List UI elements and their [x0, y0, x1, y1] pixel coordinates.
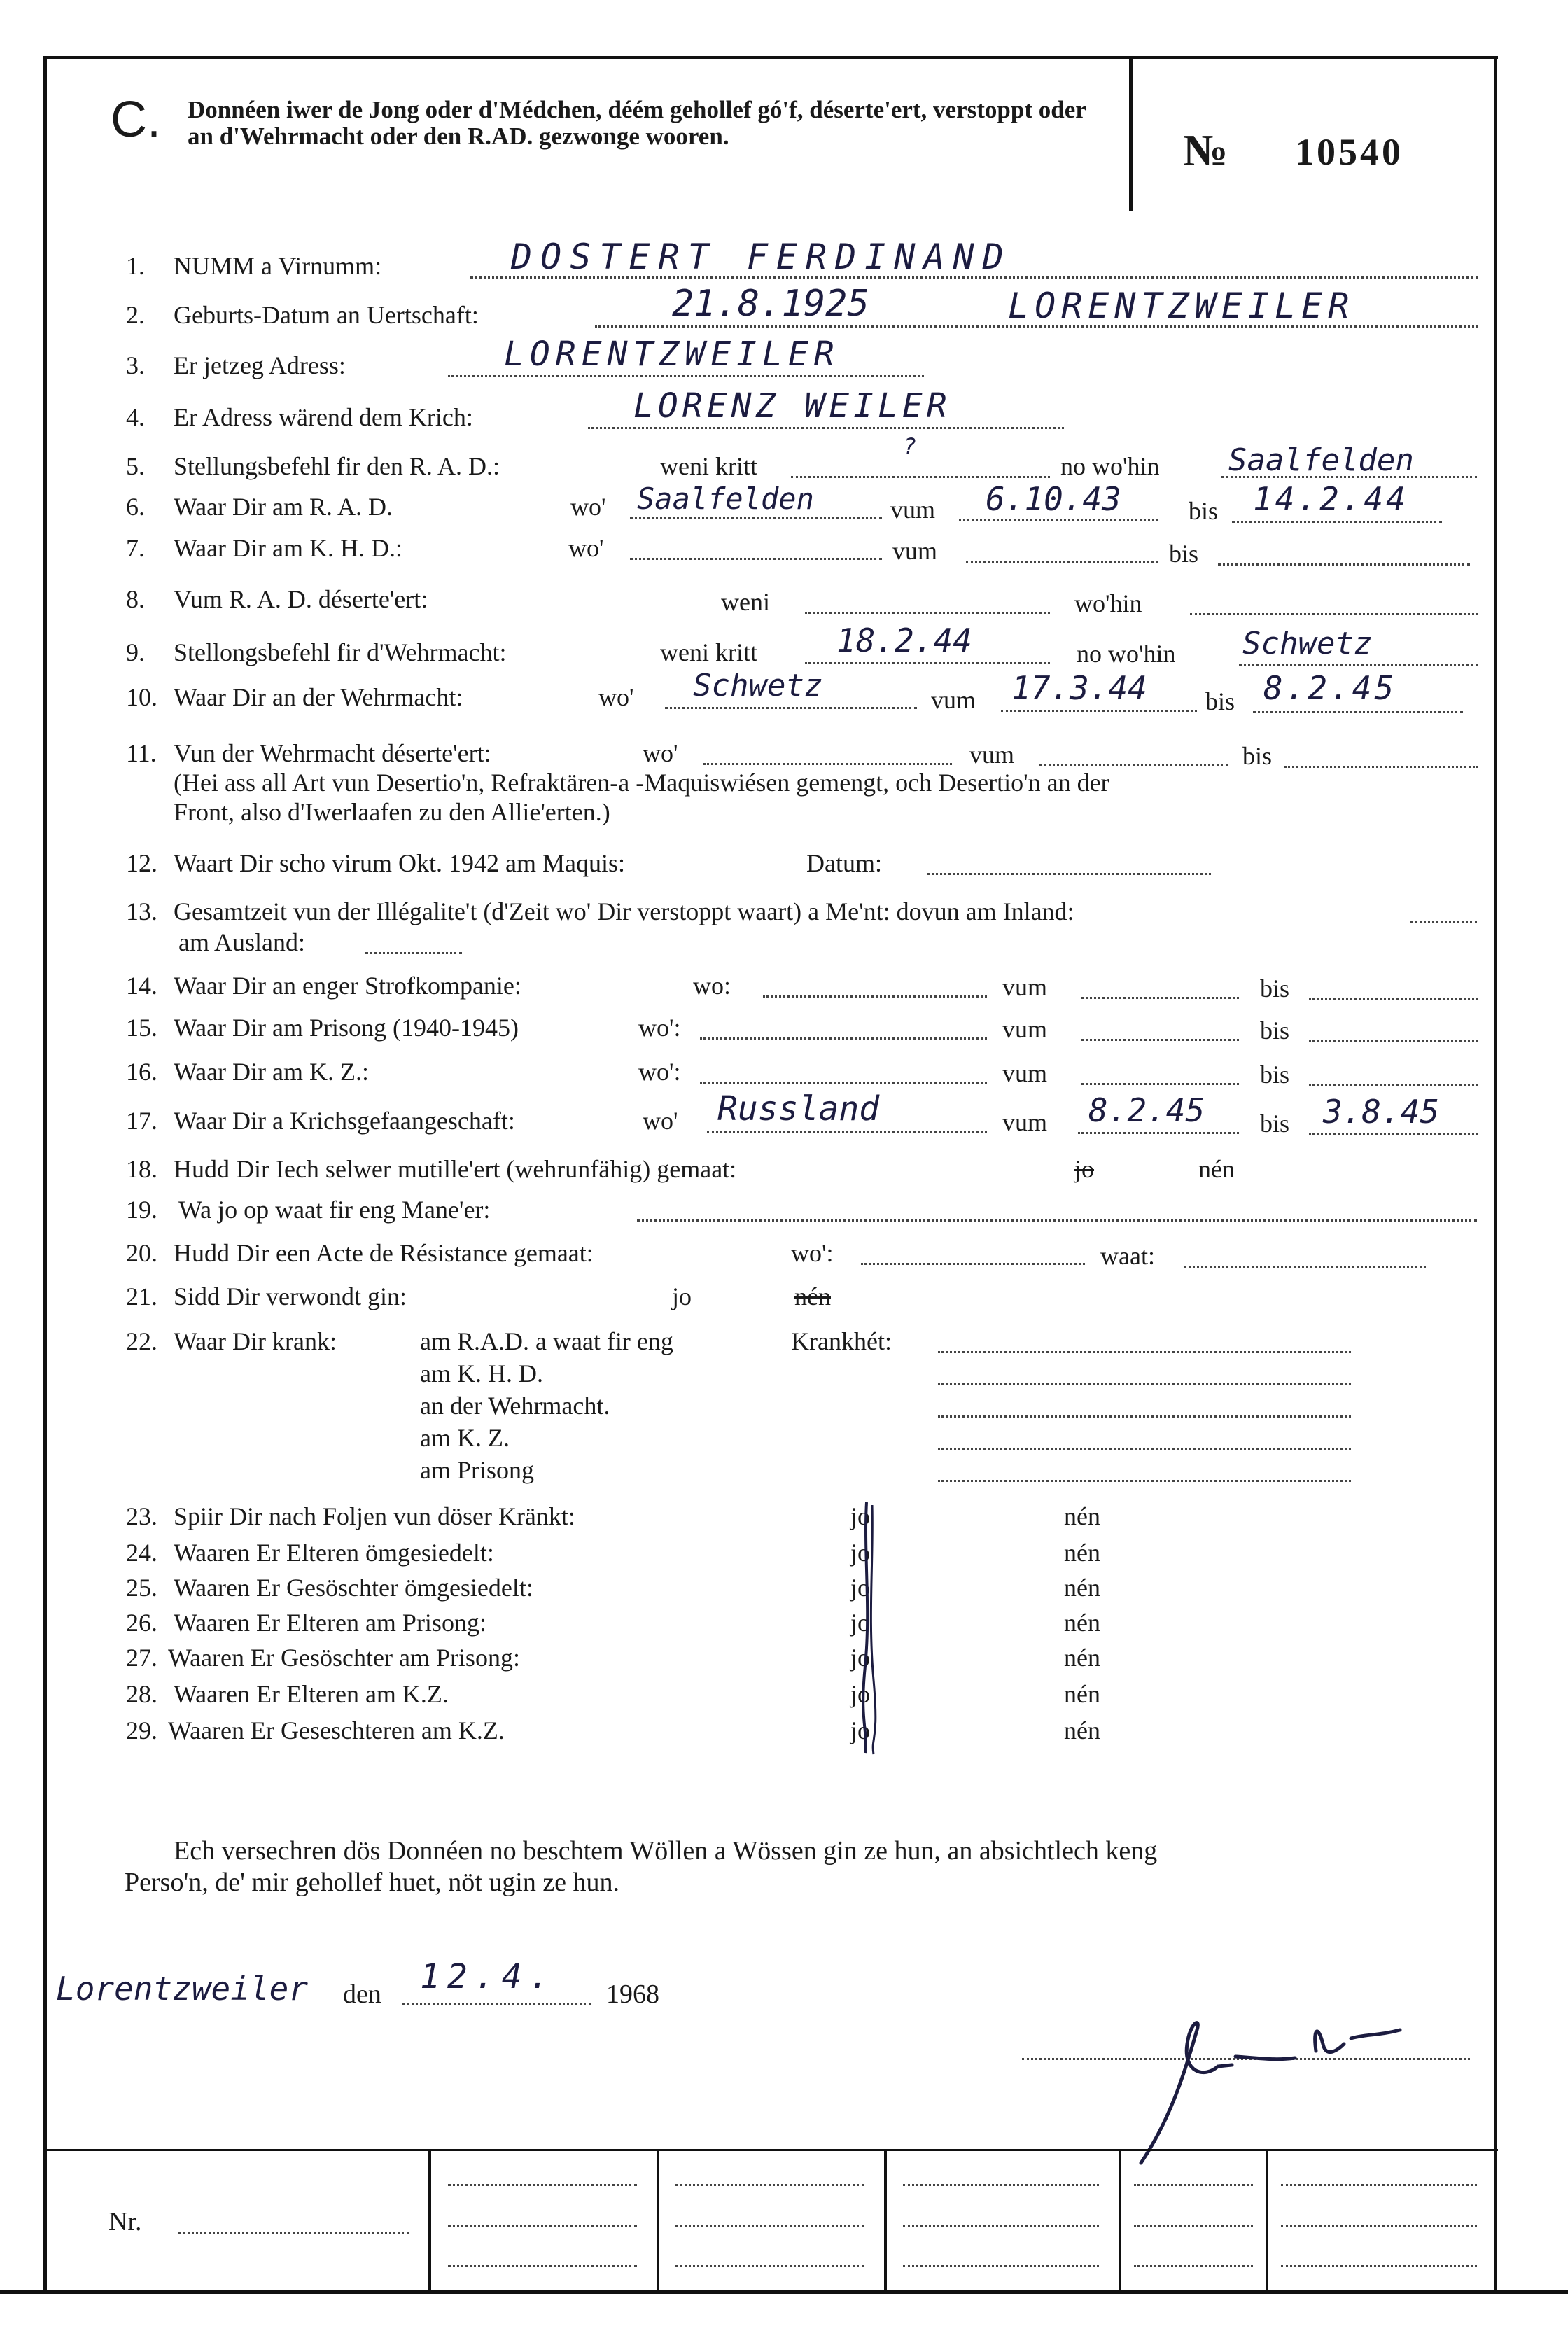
row-17-label: Waar Dir a Krichsgefaangeschaft: — [174, 1107, 515, 1135]
row-7-bis: bis — [1169, 540, 1199, 568]
row-11-wo-line — [704, 763, 952, 765]
row-22-label: Waar Dir krank: — [174, 1327, 337, 1355]
row-21-jo: jo — [672, 1282, 692, 1310]
footer-cell-6-line-1 — [1281, 2184, 1477, 2186]
row-17-wo-line — [707, 1130, 987, 1133]
row-8-weni-line — [805, 612, 1050, 614]
row-26-label: Waaren Er Elteren am Prisong: — [174, 1609, 486, 1637]
row-20-waat: waat: — [1100, 1242, 1155, 1270]
row-7-vum: vum — [892, 537, 938, 565]
row-22-sub-kz: am K. Z. — [420, 1424, 510, 1452]
row-15-label: Waar Dir am Prisong (1940-1945) — [174, 1014, 519, 1042]
left-border — [43, 56, 47, 2290]
signature-den: den — [343, 1980, 382, 2009]
signature-place: Lorentzweiler — [56, 1970, 309, 2008]
row-16-wo-line — [700, 1082, 987, 1084]
row-8-number: 8. — [126, 585, 145, 613]
row-11-vum: vum — [969, 741, 1015, 769]
row-1-name: DOSTERT FERDINAND — [511, 237, 1012, 277]
row-10-vum-line — [1001, 710, 1197, 712]
footer-col-divider-1 — [428, 2149, 431, 2290]
row-12-datum: Datum: — [806, 849, 882, 877]
row-3-number: 3. — [126, 351, 145, 379]
row-27-number: 27. — [126, 1644, 158, 1672]
row-9-weni-value: 18.2.44 — [836, 622, 972, 659]
row-6-number: 6. — [126, 493, 145, 521]
row-24-nen: nén — [1064, 1539, 1100, 1567]
signature-year: 1968 — [606, 1980, 659, 2009]
footer-cell-2-line-2 — [448, 2225, 637, 2227]
row-23-label: Spiir Dir nach Foljen vun döser Kränkt: — [174, 1502, 575, 1530]
row-6-bis: bis — [1189, 497, 1219, 525]
row-19-line — [637, 1219, 1477, 1222]
row-24-label: Waaren Er Elteren ömgesiedelt: — [174, 1539, 494, 1567]
row-16-label: Waar Dir am K. Z.: — [174, 1058, 369, 1086]
row-12-number: 12. — [126, 849, 158, 877]
row-4-war-address: LORENZ WEILER — [634, 386, 951, 426]
row-28-nen: nén — [1064, 1680, 1100, 1708]
row-15-vum: vum — [1002, 1015, 1048, 1043]
row-25-number: 25. — [126, 1574, 158, 1602]
row-26-number: 26. — [126, 1609, 158, 1637]
row-20-wo: wo': — [791, 1239, 834, 1267]
row-25-nen: nén — [1064, 1574, 1100, 1602]
row-16-vum-line — [1082, 1083, 1239, 1085]
row-3-line — [448, 375, 924, 377]
row-22-sub-wehrmacht: an der Wehrmacht. — [420, 1392, 610, 1420]
row-17-bis-line — [1309, 1133, 1478, 1135]
row-28-jo: jo — [850, 1680, 871, 1708]
row-10-bis-line — [1253, 711, 1463, 713]
row-9-wohin: no wo'hin — [1077, 640, 1176, 668]
row-29-nen: nén — [1064, 1716, 1100, 1744]
row-10-number: 10. — [126, 683, 158, 711]
row-2-birthplace: LORENTZWEILER — [1008, 286, 1355, 326]
row-22-line-4 — [938, 1448, 1351, 1450]
handwritten-signature — [1092, 2002, 1442, 2170]
row-9-wohin-line — [1239, 664, 1478, 666]
row-24-number: 24. — [126, 1539, 158, 1567]
row-17-vum-line — [1078, 1132, 1239, 1134]
row-10-bis-value: 8.2.45 — [1264, 669, 1397, 707]
row-5-number: 5. — [126, 452, 145, 480]
row-5-wohin-value: Saalfelden — [1228, 442, 1414, 478]
row-13-ausland-line — [365, 952, 462, 954]
row-11-label: Vun der Wehrmacht déserte'ert: — [174, 739, 491, 767]
row-8-wohin-line — [1190, 613, 1478, 615]
row-10-vum: vum — [931, 686, 976, 714]
row-14-bis: bis — [1260, 974, 1290, 1002]
row-2-label: Geburts-Datum an Uertschaft: — [174, 301, 479, 329]
section-letter: C. — [111, 92, 161, 148]
declaration-line-1: Ech versechren dös Donnéen no beschtem Wöllen a Wössen gin ze hun, an absichtlech keng — [174, 1836, 1158, 1865]
row-16-wo: wo': — [638, 1058, 681, 1086]
bottom-border — [0, 2290, 1568, 2294]
row-1-number: 1. — [126, 252, 145, 280]
row-6-vum-line — [959, 519, 1158, 522]
row-6-wo: wo' — [570, 493, 606, 521]
row-9-number: 9. — [126, 638, 145, 666]
row-3-address: LORENTZWEILER — [504, 335, 840, 374]
number-symbol: № — [1183, 125, 1228, 175]
footer-cell-4-line-3 — [903, 2265, 1099, 2267]
row-7-wo-line — [630, 558, 882, 560]
row-8-wohin: wo'hin — [1074, 589, 1142, 617]
row-5-label: Stellungsbefehl fir den R. A. D.: — [174, 452, 500, 480]
row-6-wo-value: Saalfelden — [637, 482, 814, 516]
row-14-wo: wo: — [693, 972, 731, 1000]
row-21-label: Sidd Dir verwondt gin: — [174, 1282, 407, 1310]
row-3-label: Er jetzeg Adress: — [174, 351, 346, 379]
row-15-number: 15. — [126, 1014, 158, 1042]
row-7-bis-line — [1218, 564, 1470, 566]
row-5-weni-value: ? — [903, 433, 917, 460]
row-7-number: 7. — [126, 534, 145, 562]
row-10-wo: wo' — [598, 683, 634, 711]
row-8-label: Vum R. A. D. déserte'ert: — [174, 585, 428, 613]
row-15-wo: wo': — [638, 1014, 681, 1042]
row-2-birthdate: 21.8.1925 — [672, 283, 869, 325]
row-4-line — [588, 427, 1064, 429]
footer-cell-4-line-1 — [903, 2184, 1099, 2186]
row-9-wohin-value: Schwetz — [1242, 626, 1373, 662]
row-14-vum-line — [1082, 997, 1239, 999]
row-22-line-1 — [938, 1351, 1351, 1353]
row-22-number: 22. — [126, 1327, 158, 1355]
row-23-jo: jo — [850, 1502, 871, 1530]
row-2-number: 2. — [126, 301, 145, 329]
row-19-label: Wa jo op waat fir eng Mane'er: — [178, 1196, 491, 1224]
header-divider — [1129, 56, 1133, 211]
row-22-sub-prisong: am Prisong — [420, 1456, 535, 1484]
row-9-label: Stellongsbefehl fir d'Wehrmacht: — [174, 638, 507, 666]
row-22-line-2 — [938, 1383, 1351, 1385]
signature-date: 12.4. — [420, 1957, 556, 1996]
footer-cell-6-line-3 — [1281, 2265, 1477, 2267]
row-17-number: 17. — [126, 1107, 158, 1135]
row-17-vum-value: 8.2.45 — [1088, 1091, 1205, 1129]
row-20-waat-line — [1184, 1266, 1426, 1268]
row-28-label: Waaren Er Elteren am K.Z. — [174, 1680, 449, 1708]
form-number: 10540 — [1295, 131, 1404, 173]
declaration-line-2: Perso'n, de' mir gehollef huet, nöt ugin ze hun. — [125, 1868, 620, 1897]
row-11-bis-line — [1284, 766, 1478, 768]
footer-cell-5-line-2 — [1134, 2225, 1253, 2227]
footer-col-divider-4 — [1119, 2149, 1121, 2290]
row-23-number: 23. — [126, 1502, 158, 1530]
row-11-number: 11. — [126, 739, 157, 767]
row-14-vum: vum — [1002, 973, 1048, 1001]
footer-cell-3-line-2 — [676, 2225, 864, 2227]
row-27-label: Waaren Er Gesöschter am Prisong: — [168, 1644, 520, 1672]
row-13-inland-line — [1410, 921, 1477, 923]
row-25-jo: jo — [850, 1574, 871, 1602]
row-6-wo-line — [630, 517, 882, 519]
row-29-jo: jo — [850, 1716, 871, 1744]
row-18-nen: nén — [1198, 1155, 1235, 1183]
row-19-number: 19. — [126, 1196, 158, 1224]
row-13-label: Gesamtzeit vun der Illégalite't (d'Zeit wo' Dir verstoppt waart) a Me'nt: dovun am Inland: — [174, 897, 1074, 925]
row-6-vum-value: 6.10.43 — [986, 480, 1121, 518]
row-22-line-3 — [938, 1415, 1351, 1418]
right-border — [1494, 56, 1497, 2290]
row-20-wo-line — [861, 1263, 1085, 1265]
row-17-bis-value: 3.8.45 — [1323, 1093, 1440, 1130]
row-5-weni-line — [791, 476, 1050, 478]
row-26-jo: jo — [850, 1609, 871, 1637]
row-14-number: 14. — [126, 972, 158, 1000]
footer-cell-3-line-3 — [676, 2265, 864, 2267]
row-16-bis-line — [1309, 1084, 1478, 1086]
row-18-jo: jo — [1074, 1155, 1095, 1183]
footer-nr-line — [178, 2232, 410, 2234]
footer-col-divider-5 — [1266, 2149, 1268, 2290]
footer-cell-4-line-2 — [903, 2225, 1099, 2227]
signature-name-text: Ferdinand Dostert — [1253, 2094, 1411, 2111]
footer-nr-label: Nr. — [108, 2207, 142, 2236]
row-16-number: 16. — [126, 1058, 158, 1086]
row-28-number: 28. — [126, 1680, 158, 1708]
row-7-wo: wo' — [568, 534, 604, 562]
row-11-note-line-1: (Hei ass all Art vun Desertio'n, Refraktären-a -Maquiswiésen gemengt, och Desertio'n an der — [174, 769, 1110, 797]
row-17-bis: bis — [1260, 1110, 1290, 1138]
row-15-vum-line — [1082, 1039, 1239, 1041]
row-15-wo-line — [700, 1037, 987, 1040]
row-16-vum: vum — [1002, 1059, 1048, 1087]
row-11-note-line-2: Front, also d'Iwerlaafen zu den Allie'erten.) — [174, 798, 610, 826]
row-17-wo: wo' — [643, 1107, 678, 1135]
row-14-bis-line — [1309, 998, 1478, 1000]
row-22-sub-rad: am R.A.D. a waat fir eng — [420, 1327, 673, 1355]
row-11-bis: bis — [1242, 742, 1273, 770]
row-5-wohin: no wo'hin — [1060, 452, 1160, 480]
row-17-vum: vum — [1002, 1108, 1048, 1136]
row-11-wo: wo' — [643, 739, 678, 767]
row-26-nen: nén — [1064, 1609, 1100, 1637]
row-27-nen: nén — [1064, 1644, 1100, 1672]
row-22-line-5 — [938, 1480, 1351, 1482]
row-16-bis: bis — [1260, 1060, 1290, 1088]
row-10-wo-line — [665, 707, 917, 709]
row-6-bis-value: 14.2.44 — [1253, 480, 1408, 518]
row-23-nen: nén — [1064, 1502, 1100, 1530]
footer-cell-6-line-2 — [1281, 2225, 1477, 2227]
row-12-datum-line — [927, 873, 1211, 875]
row-13-number: 13. — [126, 897, 158, 925]
footer-col-divider-3 — [884, 2149, 887, 2290]
signature-date-line — [402, 2003, 592, 2005]
row-15-bis-line — [1309, 1040, 1478, 1042]
row-9-weni: weni kritt — [660, 638, 757, 666]
row-21-number: 21. — [126, 1282, 158, 1310]
row-9-weni-line — [805, 662, 1050, 664]
row-14-wo-line — [763, 995, 987, 997]
row-20-label: Hudd Dir een Acte de Résistance gemaat: — [174, 1239, 594, 1267]
row-4-label: Er Adress wärend dem Krich: — [174, 403, 473, 431]
row-7-label: Waar Dir am K. H. D.: — [174, 534, 403, 562]
footer-cell-5-line-3 — [1134, 2265, 1253, 2267]
row-12-label: Waart Dir scho virum Okt. 1942 am Maquis: — [174, 849, 625, 877]
row-8-weni: weni — [721, 588, 770, 616]
footer-cell-3-line-1 — [676, 2184, 864, 2186]
row-10-bis: bis — [1205, 687, 1236, 715]
footer-cell-5-line-1 — [1134, 2184, 1253, 2186]
footer-grid-top-border — [43, 2149, 1498, 2151]
row-11-vum-line — [1040, 764, 1228, 766]
row-29-number: 29. — [126, 1716, 158, 1744]
row-15-bis: bis — [1260, 1016, 1290, 1044]
row-4-number: 4. — [126, 403, 145, 431]
row-29-label: Waaren Er Geseschteren am K.Z. — [168, 1716, 505, 1744]
row-17-wo-value: Russland — [718, 1089, 880, 1128]
row-6-vum: vum — [890, 496, 936, 524]
row-22-sub-khd: am K. H. D. — [420, 1359, 543, 1387]
row-25-label: Waaren Er Gesöschter ömgesiedelt: — [174, 1574, 533, 1602]
row-22-krankhet: Krankhét: — [791, 1327, 892, 1355]
row-10-wo-value: Schwetz — [693, 668, 823, 704]
footer-cell-2-line-3 — [448, 2265, 637, 2267]
top-border — [43, 56, 1498, 59]
row-21-nen: nén — [794, 1282, 831, 1310]
row-24-jo: jo — [850, 1539, 871, 1567]
row-13-ausland: am Ausland: — [178, 928, 305, 956]
row-10-label: Waar Dir an der Wehrmacht: — [174, 683, 463, 711]
row-1-label: NUMM a Virnumm: — [174, 252, 382, 280]
row-14-label: Waar Dir an enger Strofkompanie: — [174, 972, 522, 1000]
row-10-vum-value: 17.3.44 — [1011, 669, 1147, 707]
header-title: Donnéen iwer de Jong oder d'Médchen, déém gehollef gó'f, déserte'ert, verstoppt oder an d'Wehrmacht oder den R.AD. gezwonge wooren. — [188, 96, 1086, 150]
row-5-weni: weni kritt — [660, 452, 757, 480]
row-18-number: 18. — [126, 1155, 158, 1183]
row-6-bis-line — [1232, 521, 1442, 523]
row-18-label: Hudd Dir Iech selwer mutille'ert (wehrunfähig) gemaat: — [174, 1155, 737, 1183]
row-27-jo: jo — [850, 1644, 871, 1672]
footer-cell-2-line-1 — [448, 2184, 637, 2186]
row-6-label: Waar Dir am R. A. D. — [174, 493, 393, 521]
jo-column-strike-mark — [847, 1498, 889, 1757]
row-7-vum-line — [966, 561, 1158, 563]
footer-col-divider-2 — [657, 2149, 659, 2290]
row-20-number: 20. — [126, 1239, 158, 1267]
